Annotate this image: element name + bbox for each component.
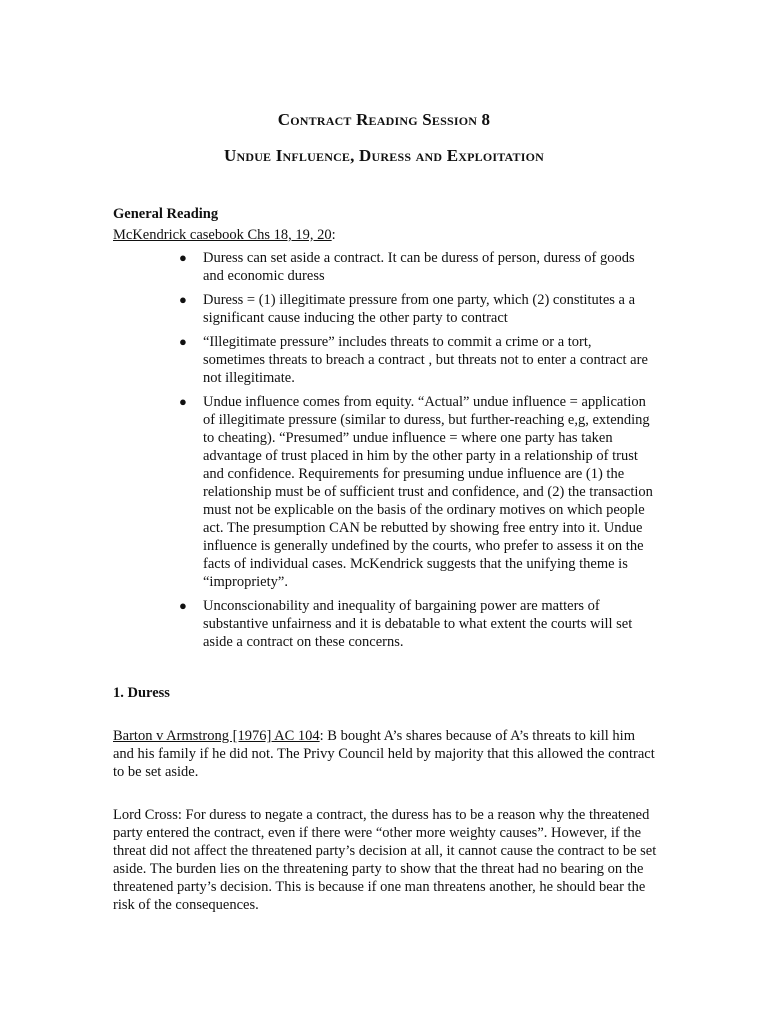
list-item — [0, 249, 655, 285]
bullet-icon: ● — [179, 394, 187, 409]
casebook-reference: McKendrick casebook Chs 18, 19, 20 — [113, 227, 332, 243]
casebook-reference-colon: : — [331, 227, 336, 243]
bullet-icon: ● — [179, 250, 187, 265]
general-reading-source — [113, 226, 336, 244]
section-heading-duress: 1. Duress — [113, 685, 170, 701]
document-subtitle: Undue Influence, Duress and Exploitation — [223, 146, 544, 165]
case-paragraph — [113, 727, 658, 781]
general-reading-heading: General Reading — [113, 206, 219, 222]
bullet-text: Duress = (1) illegitimate pressure from one party, which (2) constitutes a a significant cause inducing the other party to contract — [203, 292, 636, 326]
bullet-icon: ● — [179, 292, 187, 307]
bullet-text: Undue influence comes from equity. “Actual” undue influence = application of illegitimate pressure (similar to duress, but further-reaching e,g, extending to cheating). “Presumed” undue influence = where one party has taken advantage of trust placed in him by the other party in a relationship of trust and confidence. Requirements for presuming undue influence are (1) the relationship must be of sufficient trust and confidence, and (2) the transaction must not be explicable on the basis of the ordinary motives on which people act. The presumption CAN be rebutted by showing free entry into it. Undue influence is generally undefined by the courts, who prefer to assess it on the facts of individual cases. McKendrick suggests that the unifying theme is “impropriety”. — [203, 394, 653, 590]
bullet-icon: ● — [179, 334, 187, 349]
lord-cross-paragraph: Lord Cross: For duress to negate a contract, the duress has to be a reason why the threatened party entered the contract, even if there were “other more weighty causes”. However, if the threat did not affect the threatened party’s decision at all, it cannot cause the contract to be set aside. The burden lies on the threatening party to show that the threat had no bearing on the threatened party’s decision. This is because if one man threatens another, he should bear the risk of the consequences. — [113, 807, 657, 913]
list-item — [0, 393, 655, 591]
general-reading-bullet-list — [0, 249, 768, 657]
bullet-text: Duress can set aside a contract. It can be duress of person, duress of goods and economic duress — [203, 250, 635, 284]
case-summary: : B bought A’s shares because of A’s threats to kill him and his family if he did not. The Privy Council held by majority that this allowed the contract to be set aside. — [113, 728, 655, 780]
list-item — [0, 291, 655, 327]
list-item — [0, 333, 655, 387]
case-citation: Barton v Armstrong [1976] AC 104 — [113, 728, 320, 744]
bullet-text: “Illegitimate pressure” includes threats to commit a crime or a tort, sometimes threats to breach a contract , but threats not to enter a contract are not illegitimate. — [203, 334, 648, 386]
list-item — [0, 597, 655, 651]
document-title: Contract Reading Session 8 — [277, 110, 491, 129]
bullet-text: Unconscionability and inequality of bargaining power are matters of substantive unfairness and it is debatable to what extent the courts will set aside a contract on these concerns. — [203, 598, 633, 650]
bullet-icon: ● — [179, 598, 187, 613]
